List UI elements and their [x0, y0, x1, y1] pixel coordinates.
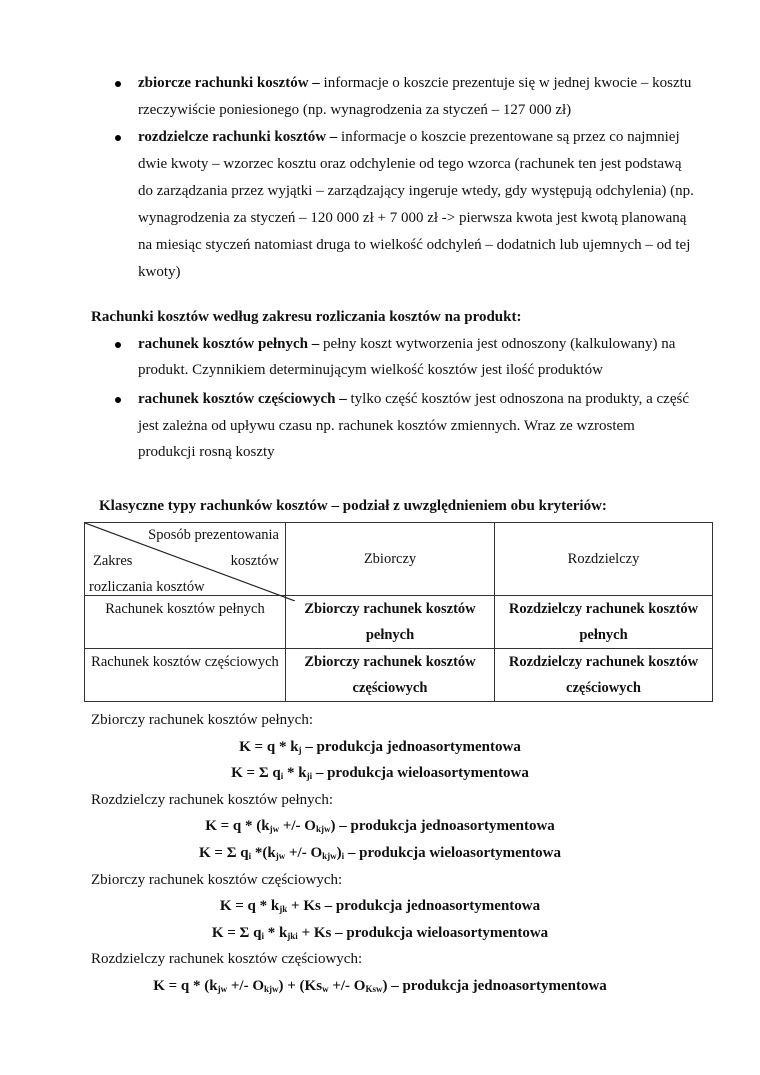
formula-subscript: kjw: [315, 824, 331, 835]
item-text: wynagrodzenia za styczeń – 120 000 zł + 7 000 zł -> pierwsza kwota jest kwotą planowaną: [138, 210, 687, 226]
formula-text: +/- O: [227, 978, 264, 994]
item-text: pełny koszt wytworzenia jest odnoszony (kalkulowany) na: [319, 336, 676, 352]
formula-section-label: Zbiorczy rachunek kosztów pełnych:: [91, 712, 314, 728]
formula-subscript: Ksw: [365, 984, 383, 994]
term-label: zbiorcze rachunki kosztów –: [138, 75, 320, 91]
formula-subscript: i: [248, 851, 252, 861]
table-cell: Zbiorczy rachunek kosztów częściowych: [286, 649, 495, 702]
formula-text: K = q * (k: [205, 818, 270, 835]
list-item-line: [138, 100, 571, 120]
formula-subscript: j: [298, 744, 302, 755]
row-label: Rachunek kosztów pełnych: [85, 596, 286, 649]
corner-mid-right-label: kosztów: [230, 553, 279, 569]
list-item-line: [138, 127, 680, 147]
formula-subscript: jki: [287, 930, 298, 941]
formula: [0, 763, 760, 786]
corner-mid-left-label: Zakres: [93, 553, 133, 569]
formula-text: ): [336, 845, 342, 861]
bullet-icon: [115, 397, 121, 403]
list-item-line: [138, 154, 682, 174]
table-corner-cell: [85, 523, 286, 596]
formula-text: +/- O: [285, 845, 323, 861]
item-text: informacje o koszcie prezentuje się w jednej kwocie – kosztu: [319, 75, 692, 91]
list-item-line: [138, 416, 635, 436]
header-rozdzielczy: Rozdzielczy: [495, 523, 713, 596]
formula-text: ) – produkcja jednoasortymentowa: [330, 818, 555, 835]
term-label: rozdzielcze rachunki kosztów –: [138, 129, 338, 145]
formula-text: + Ks – produkcja wieloasortymentowa: [297, 924, 549, 941]
formula: [0, 843, 760, 866]
formula-section-label: Rozdzielczy rachunek kosztów pełnych:: [91, 791, 333, 808]
table-cell: Zbiorczy rachunek kosztów pełnych: [286, 596, 495, 649]
term-label: rachunek kosztów częściowych –: [138, 391, 347, 407]
formula-text: * k: [263, 924, 288, 941]
list-item-line: [138, 442, 275, 462]
term-label: rachunek kosztów pełnych –: [138, 336, 320, 352]
cost-types-table: [84, 522, 713, 702]
corner-top-label: Sposób prezentowania: [148, 527, 279, 543]
list-item-line: [138, 73, 691, 93]
formula-text: ) – produkcja jednoasortymentowa: [382, 978, 607, 994]
item-text: produkt. Czynnikiem determinującym wielkość kosztów jest ilość produktów: [138, 362, 603, 378]
formula-subscript: jw: [217, 984, 228, 994]
formula-subscript: ji: [306, 771, 313, 782]
formula-text: K = Σ q: [211, 924, 262, 941]
formula-text: K = Σ q: [199, 845, 249, 861]
header-zbiorczy: Zbiorczy: [286, 523, 495, 596]
formula-subscript: i: [341, 851, 345, 861]
item-text: na miesiąc styczeń natomiast druga to wielkość odchyleń – dodatnich lub ujemnych – od tej: [138, 237, 691, 253]
formula: [0, 976, 760, 999]
formula-text: +/- O: [279, 818, 316, 835]
formula-subscript: i: [280, 771, 284, 782]
formula-text: + Ks – produkcja jednoasortymentowa: [287, 898, 541, 915]
bullet-icon: [115, 135, 121, 141]
list-item-line: [138, 360, 603, 380]
table-title: Klasyczne typy rachunków kosztów – podział z uwzględnieniem obu kryteriów:: [99, 498, 607, 514]
list-item-line: [138, 334, 675, 354]
formula-subscript: jk: [279, 904, 288, 915]
formula-text: *(k: [251, 845, 276, 861]
table-cell: Rozdzielczy rachunek kosztów częściowych: [495, 649, 713, 702]
formula-text: K = q * (k: [153, 978, 218, 994]
formula-section-label: Zbiorczy rachunek kosztów częściowych:: [91, 871, 343, 888]
corner-bottom-label: rozliczania kosztów: [89, 579, 205, 595]
table-cell: Rozdzielczy rachunek kosztów pełnych: [495, 596, 713, 649]
formula-text: – produkcja jednoasortymentowa: [301, 738, 521, 755]
formula-subscript: i: [261, 930, 264, 941]
item-text: rzeczywiście poniesionego (np. wynagrodzenia za styczeń – 127 000 zł): [138, 102, 572, 118]
formula-subscript: jw: [269, 824, 280, 835]
list-item-line: [138, 181, 694, 201]
formula-text: – produkcja wieloasortymentowa: [344, 845, 561, 861]
list-item-line: [138, 389, 689, 409]
list-item-line: [138, 262, 181, 282]
item-text: informacje o koszcie prezentowane są przez co najmniej: [337, 129, 680, 145]
formula-text: K = q * k: [239, 738, 299, 755]
bullet-icon: [115, 81, 121, 87]
section-heading: Rachunki kosztów według zakresu rozliczania kosztów na produkt:: [91, 309, 522, 325]
formula-subscript: kjw: [322, 851, 337, 861]
formula-text: K = q * k: [219, 898, 280, 915]
formula-text: K = Σ q: [231, 765, 281, 782]
formula-section-label: Rozdzielczy rachunek kosztów częściowych:: [91, 951, 363, 968]
item-text: dwie kwoty – wzorzec kosztu oraz odchylenie od tego wzorca (rachunek ten jest podstawą: [138, 156, 682, 172]
formula-subscript: kjw: [264, 984, 279, 994]
table-row: [85, 649, 713, 702]
formula-subscript: jw: [275, 851, 286, 861]
list-item-line: [138, 235, 690, 255]
item-text: tylko część kosztów jest odnoszona na produkty, a część: [346, 391, 689, 407]
formula-text: – produkcja wieloasortymentowa: [312, 765, 529, 782]
item-text: kwoty): [138, 264, 181, 280]
formula: [0, 737, 760, 760]
formula-subscript: w: [322, 984, 329, 994]
formula: [0, 896, 760, 919]
bullet-icon: [115, 342, 121, 348]
formula-text: ) + (Ks: [278, 978, 323, 994]
formula-text: * k: [283, 765, 307, 782]
table-row: [85, 596, 713, 649]
formula-text: +/- O: [328, 978, 366, 994]
row-label: Rachunek kosztów częściowych: [85, 649, 286, 702]
formula: [0, 816, 760, 839]
list-item-line: [138, 208, 686, 228]
item-text: do zarządzania przez wyjątki – zarządzający ingeruje wtedy, gdy występują odchylenia) (np.: [138, 183, 694, 199]
formula: [0, 923, 760, 946]
item-text: produkcji rosną koszty: [138, 444, 275, 460]
item-text: jest zależna od upływu czasu np. rachunek kosztów zmiennych. Wraz ze wzrostem: [138, 418, 635, 434]
